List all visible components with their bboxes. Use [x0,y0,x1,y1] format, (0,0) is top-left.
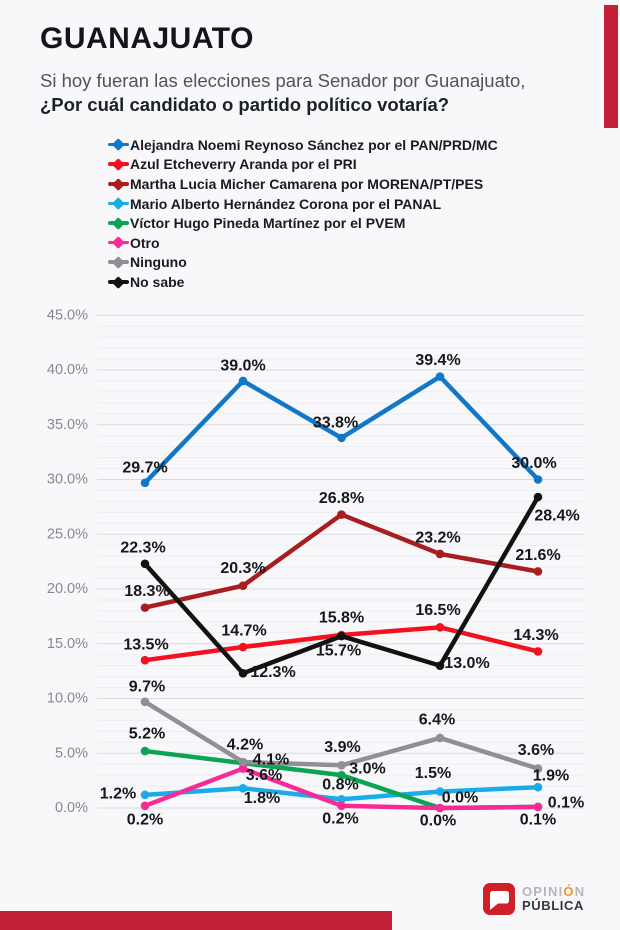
data-point [436,623,445,632]
data-point [534,493,543,502]
data-point [239,669,248,678]
y-axis-tick-label: 30.0% [46,471,88,488]
legend-marker-icon [108,178,129,189]
data-point-label: 39.4% [415,352,461,370]
legend-marker-icon [108,257,129,268]
brand-word-opinion: OPINIÓN [522,884,586,899]
data-point-label: 6.4% [418,711,456,729]
data-point-label: 18.3% [124,583,170,601]
legend-item-7 [108,272,498,292]
legend-marker-icon [108,139,129,150]
question-line2: ¿Por cuál candidato o partido político votaría? [40,94,450,115]
legend-label: Azul Etcheverry Aranda por el PRI [130,156,357,173]
data-point-label: 23.2% [415,529,461,547]
data-point-label: 1.9% [532,767,570,785]
data-point-label: 1.8% [243,789,281,807]
data-point-label: 16.5% [415,601,461,619]
data-point-label: 28.4% [534,507,580,525]
data-point [337,802,346,811]
data-point [141,603,150,612]
data-point [337,761,346,770]
data-point [239,377,248,386]
data-point-label: 0.2% [126,811,164,829]
legend-label: Otro [130,234,160,251]
brand-name [522,885,585,913]
legend-label: Víctor Hugo Pineda Martínez por el PVEM [130,215,406,232]
data-point [337,510,346,519]
data-point [141,747,150,756]
data-point [239,643,248,652]
data-point-label: 39.0% [220,357,266,375]
y-axis-tick-label: 0.0% [54,800,88,816]
data-point [337,434,346,443]
data-point-label: 4.2% [226,736,264,754]
y-axis-tick-label: 10.0% [46,690,88,707]
data-point-label: 9.7% [128,678,166,696]
top-right-accent-bar [604,5,618,128]
y-axis-tick-label: 45.0% [46,307,88,324]
data-point-label: 13.0% [444,655,490,673]
data-point-label: 26.8% [318,490,365,508]
legend-marker-icon [108,237,129,248]
data-point-label: 0.1% [547,794,585,812]
data-point-label: 4.1% [252,751,290,769]
data-point-label: 14.7% [221,622,267,640]
legend-item-3 [108,194,498,214]
data-point [436,372,445,381]
data-point [141,802,150,811]
bottom-left-accent-bar [0,911,392,930]
data-point [534,475,543,484]
data-point-label: 5.2% [128,725,166,743]
data-point-label: 14.3% [513,626,559,644]
series-line-2 [145,515,538,608]
data-point-label: 21.6% [515,546,561,564]
legend-label: Mario Alberto Hernández Corona por el PANAL [130,195,442,212]
data-point-label: 3.0% [349,760,386,778]
legend-item-1 [108,155,498,175]
y-axis-tick-label: 25.0% [46,526,88,543]
y-axis-tick-label: 20.0% [46,581,88,597]
data-point-label: 15.7% [315,642,362,660]
question-line1: Si hoy fueran las elecciones para Senador por Guanajuato, [40,70,526,91]
data-point [239,758,248,767]
data-point [436,734,445,743]
data-point [141,478,150,487]
data-point-label: 0.1% [519,811,557,829]
y-axis-tick-label: 15.0% [46,635,88,652]
y-axis-tick-label: 5.0% [54,745,88,762]
data-point-label: 15.8% [318,609,365,627]
legend-item-5 [108,233,498,253]
chart-legend [108,135,498,292]
data-point-label: 29.7% [122,459,168,477]
y-axis-tick-label: 35.0% [46,416,88,433]
legend-label: Ninguno [130,254,187,271]
data-point-label: 1.2% [99,785,137,803]
page-title: GUANAJUATO [40,22,254,55]
legend-marker-icon [108,276,129,287]
brand-word-publica: PÚBLICA [522,898,584,913]
data-point-label: 3.6% [517,742,555,760]
legend-item-2 [108,174,498,194]
legend-item-6 [108,253,498,273]
data-point-label: 22.3% [120,539,166,557]
data-point-label: 30.0% [511,455,557,472]
data-point [141,560,150,569]
data-point [141,656,150,665]
data-point [239,581,248,590]
data-point-label: 0.2% [322,810,359,828]
data-point-label: 0.0% [419,812,457,830]
data-point-label: 12.3% [250,663,296,681]
data-point-label: 33.8% [312,414,359,432]
data-point [141,791,150,800]
data-point [534,803,543,812]
data-point [141,697,150,706]
data-point-label: 0.8% [322,776,359,794]
legend-marker-icon [108,198,129,209]
speech-bubble-icon [483,883,515,915]
data-point [436,661,445,670]
data-point-label: 1.5% [414,765,452,783]
legend-label: No sabe [130,273,185,290]
legend-marker-icon [108,218,129,229]
legend-label: Martha Lucia Micher Camarena por MORENA/PT/PES [130,175,484,192]
legend-item-4 [108,213,498,233]
data-point [534,567,543,576]
data-point [337,632,346,641]
data-point [534,647,543,656]
legend-label: Alejandra Noemi Reynoso Sánchez por el PAN/PRD/MC [130,136,498,153]
line-chart [0,297,620,847]
y-axis-tick-label: 40.0% [46,362,88,378]
data-point-label: 0.0% [441,789,479,807]
data-point-label: 20.3% [220,560,266,578]
legend-item-0 [108,135,498,155]
legend-marker-icon [108,159,129,170]
data-point-label: 3.6% [245,767,283,785]
brand-logo [483,883,585,915]
data-point-label: 3.9% [324,738,361,756]
data-point-label: 13.5% [123,636,169,654]
data-point [436,550,445,559]
